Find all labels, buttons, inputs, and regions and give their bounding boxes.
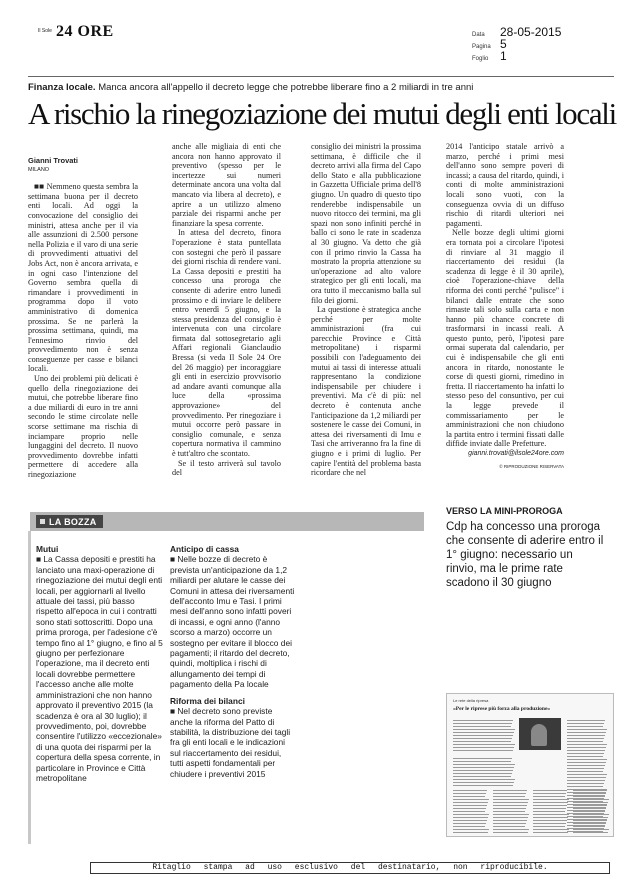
thumbnail-text-line bbox=[453, 744, 515, 745]
thumbnail-text-line bbox=[533, 826, 565, 827]
thumbnail-text-line bbox=[567, 735, 605, 736]
author: Gianni Trovati bbox=[28, 156, 79, 165]
thumbnail-text-line bbox=[493, 793, 526, 794]
thumbnail-text-line bbox=[453, 741, 511, 742]
thumbnail-text-line bbox=[567, 744, 607, 745]
thumbnail-text-line bbox=[453, 832, 488, 833]
thumbnail-text-line bbox=[453, 726, 511, 727]
thumbnail-header: Le rete della ripresa bbox=[453, 698, 489, 703]
headline: A rischio la rinegoziazione dei mutui degli enti locali bbox=[28, 96, 616, 131]
thumbnail-text-line bbox=[453, 796, 485, 797]
thumbnail-text-line bbox=[567, 747, 606, 748]
bozza-column-mutui bbox=[36, 544, 163, 783]
thumbnail-text-line bbox=[453, 732, 514, 733]
kicker-text: Manca ancora all'appello il decreto legge che potrebbe liberare fino a 2 miliardi in tre anni bbox=[95, 82, 474, 93]
thumbnail-title: «Per le riprese più forza alla produzione» bbox=[453, 706, 551, 712]
meta-date-label: Data bbox=[472, 32, 485, 38]
thumbnail-text-line bbox=[567, 774, 607, 775]
thumbnail-text-line bbox=[533, 790, 567, 791]
dateline: MILANO bbox=[28, 166, 50, 173]
bozza-side-bar bbox=[28, 531, 31, 844]
masthead bbox=[28, 14, 148, 54]
thumbnail-text-line bbox=[453, 829, 489, 830]
thumbnail-text-line bbox=[493, 832, 528, 833]
article-column-3 bbox=[311, 142, 421, 478]
thumbnail-text-line bbox=[573, 808, 606, 809]
thumbnail-text-line bbox=[573, 811, 605, 812]
thumbnail-text-line bbox=[493, 790, 527, 791]
bozza-column-anticipo bbox=[170, 544, 297, 779]
bozza-heading: Riforma dei bilanci bbox=[170, 695, 245, 706]
thumbnail-text-line bbox=[573, 826, 605, 827]
thumbnail-text-line bbox=[453, 767, 514, 768]
thumbnail-text-line bbox=[453, 764, 515, 765]
thumbnail-text-line bbox=[533, 823, 566, 824]
thumbnail-text-line bbox=[573, 799, 609, 800]
thumbnail-text-line bbox=[533, 832, 568, 833]
thumbnail-text-line bbox=[453, 790, 487, 791]
thumbnail-text-line bbox=[533, 814, 569, 815]
article-paragraph: anche alle migliaia di enti che ancora non hanno approvato il preventivo (spesso per le incertezze sui numeri determinate ancora una volta dal mancato via libera al decreto), e aprire a un utilizzo almeno parziale dei risparmi anche per finanziare la spesa corrente. bbox=[172, 142, 281, 228]
author-email: gianni.trovati@ilsole24ore.com bbox=[468, 450, 564, 457]
thumbnail-text-line bbox=[493, 817, 528, 818]
thumbnail-text-line bbox=[573, 832, 608, 833]
thumbnail-text-line bbox=[493, 808, 526, 809]
thumbnail-text-line bbox=[573, 805, 607, 806]
thumbnail-text-line bbox=[453, 826, 485, 827]
thumbnail-text-line bbox=[453, 720, 513, 721]
meta-page-value: 5 bbox=[500, 37, 507, 51]
sidebar-title: VERSO LA MINI-PROROGA bbox=[446, 506, 563, 516]
thumbnail-text-line bbox=[567, 732, 606, 733]
thumbnail-text-line bbox=[453, 735, 513, 736]
thumbnail-text-line bbox=[493, 802, 528, 803]
thumbnail-text-line bbox=[533, 796, 565, 797]
thumbnail-text-line bbox=[533, 808, 566, 809]
thumbnail-text-line bbox=[567, 720, 605, 721]
thumbnail-text-line bbox=[567, 762, 606, 763]
thumbnail-text-line bbox=[567, 777, 606, 778]
thumbnail-text-line bbox=[573, 823, 606, 824]
article-column-4 bbox=[446, 142, 564, 471]
thumbnail-text-line bbox=[453, 738, 512, 739]
meta-sheet-value: 1 bbox=[500, 49, 507, 63]
kicker bbox=[28, 82, 614, 94]
bozza-text: ■ La Cassa depositi e prestiti ha lanciato una maxi-operazione di rinegoziazione dei mutui degli enti locali, per aggiornarli al livello attuale dei tassi, più basso rispetto all'epoca in cui i contratti sono stati sottoscritti. Dopo una prima proroga, per l'adesione c'è tempo fino al 1° giugno, e fino al 5 giugno per perfezionare l'operazione, ma il decreto enti locali dovrebbe permettere l'accesso anche alle molte amministrazioni che non hanno approvato il preventivo 2015 (la scadenza è ora al 30 luglio); il provvedimento, poi, dovrebbe consentire l'utilizzo «eccezionale» di una quota dei risparmi per la copertura della spesa corrente, in particolare in Province e Città metropolitane bbox=[36, 554, 163, 783]
thumbnail-text-line bbox=[453, 814, 489, 815]
bozza-heading: Anticipo di cassa bbox=[170, 544, 239, 554]
article-paragraph: In attesa del decreto, finora l'operazione è stata puntellata con sostegni che però il passare dei giorni rischia di rendere vani. La Cassa depositi e prestiti ha concesso una proroga che consente di aderire entro lunedì prossimo e di inviare le delibere entro venerdì 5 giugno, e la stessa presidenza del consiglio è intervenuta con una circolare firmata dal sottosegretario agli Affari regionali Gianclaudio Bressa (si veda Il Sole 24 Ore del 26 maggio) per incoraggiare gli enti in esercizio provvisorio ad andare avanti comunque alla luce della «prossima approvazione» del provvedimento. Per rinegoziare i mutui occorre però passare in consiglio comunale, e senza copertura normativa il cammino è tutt'altro che scontato. bbox=[172, 228, 281, 458]
thumbnail-text-line bbox=[567, 759, 607, 760]
thumbnail-text-line bbox=[533, 799, 569, 800]
clipping-meta bbox=[472, 26, 592, 62]
thumbnail-text-line bbox=[493, 823, 526, 824]
bozza-text: ■ Nel decreto sono previste anche la riforma del Patto di stabilità, la distribuzione dei tagli fra gli enti locali e le indicazioni sul riaccertamento dei residui, tutti aspetti fondamentali per chiudere i preventivi 2015 bbox=[170, 706, 291, 779]
square-icon bbox=[40, 519, 45, 524]
thumbnail-text-line bbox=[493, 826, 525, 827]
thumbnail-text-line bbox=[493, 829, 529, 830]
bozza-label: LA BOZZA bbox=[49, 516, 97, 527]
thumbnail-text-line bbox=[453, 805, 487, 806]
thumbnail-text-line bbox=[567, 786, 603, 787]
article-paragraph: Uno dei problemi più delicati è quello della rinegoziazione dei mutui, che potrebbe liberare fino a due miliardi di euro in tre anni secondo le stime circolate nelle scorse settimane ma rischia di inciampare proprio nelle lungaggini del decreto. Il nuovo provvedimento dovrebbe infatti permettere di accedere alla rinegoziazione bbox=[28, 374, 138, 479]
thumbnail-text-line bbox=[567, 741, 603, 742]
thumbnail-text-line bbox=[453, 779, 515, 780]
bozza-band bbox=[30, 512, 424, 531]
thumbnail-text-line bbox=[567, 756, 603, 757]
thumbnail-text-line bbox=[573, 829, 609, 830]
meta-date-row bbox=[472, 26, 592, 38]
thumbnail-text-line bbox=[453, 773, 512, 774]
thumbnail-text-line bbox=[453, 808, 486, 809]
thumbnail-text-line bbox=[567, 723, 604, 724]
footer-notice: Ritaglio stampa ad uso esclusivo del destinatario, non riproducibile. bbox=[152, 863, 548, 872]
thumbnail-text-line bbox=[567, 726, 603, 727]
thumbnail-text-line bbox=[493, 814, 529, 815]
article-paragraph: consiglio dei ministri la prossima settimana, è difficile che il decreto arrivi alla firma del Capo dello Stato e alla pubblicazione in Gazzetta Ufficiale prima dell'8 giugno. Un quadro di questo tipo renderebbe indispensabile un nuovo ritocco dei termini, ma gli spazi non sono infiniti perché in ballo ci sono le rate in scadenza al 30 giugno. Va detto che già con il primo rinvio la Cassa ha mostrato la propria attenzione su un'operazione ad alto valore strategico per gli enti locali, ma ora tutto il meccanismo balla sul filo dei giorni. bbox=[311, 142, 421, 305]
thumbnail-text-line bbox=[493, 811, 525, 812]
header-divider bbox=[28, 76, 614, 77]
thumbnail-text-line bbox=[453, 785, 513, 786]
meta-date-value: 28-05-2015 bbox=[500, 25, 562, 39]
thumbnail-text-line bbox=[573, 793, 606, 794]
sidebar-text: Cdp ha concesso una proroga che consente di aderire entro il 1° giugno: necessario un rinvio, ma le prime rate scadono il 30 giugno bbox=[446, 521, 604, 589]
thumbnail-text-line bbox=[533, 811, 565, 812]
kicker-section: Finanza locale. bbox=[28, 82, 96, 93]
thumbnail-text-line bbox=[453, 776, 511, 777]
thumbnail-text-line bbox=[453, 820, 487, 821]
thumbnail-text-line bbox=[453, 811, 485, 812]
thumbnail-text-line bbox=[567, 750, 605, 751]
page-thumbnail bbox=[446, 693, 614, 837]
thumbnail-text-line bbox=[567, 765, 605, 766]
thumbnail-text-line bbox=[533, 829, 569, 830]
thumbnail-text-line bbox=[533, 802, 568, 803]
thumbnail-text-line bbox=[533, 805, 567, 806]
thumbnail-text-line bbox=[453, 817, 488, 818]
thumbnail-text-line bbox=[567, 738, 604, 739]
thumbnail-text-line bbox=[567, 780, 605, 781]
thumbnail-text-line bbox=[533, 817, 568, 818]
copyright-notice: © RIPRODUZIONE RISERVATA bbox=[499, 463, 564, 469]
thumbnail-text-line bbox=[453, 770, 513, 771]
thumbnail-photo bbox=[519, 718, 561, 750]
article-paragraph: 2014 l'anticipo statale arrivò a marzo, perché i primi mesi dell'anno sono sempre poveri di incassi; a causa del ritardo, quindi, i conti di molte amministrazioni locali sono vuoti, con la conseguenza ovvia di un diffuso rischio di ritardi ulteriori nei pagamenti. bbox=[446, 142, 564, 228]
thumbnail-text-line bbox=[573, 814, 609, 815]
thumbnail-text-line bbox=[573, 790, 607, 791]
masthead-prefix: Il Sole bbox=[38, 28, 52, 34]
article-paragraph: La questione è strategica anche perché per molte amministrazioni (fra cui parecchie Province e Città metropolitane) i risparmi possibili con l'adeguamento dei mutui ai tassi di interesse attuali rappresentano la condizione indispensabile per chiudere i preventivi. Ma c'è di più: nel decreto è contenuta anche l'anticipazione da 1,2 miliardi per sostenere le casse dei Comuni, in attesa dei riversamenti di Imu e Tasi che arriveranno fra la fine di giugno e i primi di luglio. Per capire l'entità del problema basta ricordare che nel bbox=[311, 305, 421, 478]
bozza-box bbox=[28, 512, 422, 844]
thumbnail-text-line bbox=[573, 802, 608, 803]
meta-page-row bbox=[472, 38, 592, 50]
article-column-2 bbox=[172, 142, 281, 478]
article-paragraph: ■■ Nemmeno questa sembra la settimana buona per il decreto enti locali. Ad oggi la convocazione del consiglio dei ministri, attesa anche per il via alle assunzioni di 2.500 persone nella Polizia e il varo di una serie di provvedimenti attuativi del Jobs Act, non è ancora arrivata, e in ogni caso l'intenzione del Governo sembra quella di rimandare i provvedimenti in programma dopo il voto amministrativo di domenica prossima. Se ne parlerà la prossima settimana, quindi, ma l'ennesimo rinvio del provvedimento non è senza conseguenze per casse e bilanci locali. bbox=[28, 182, 138, 374]
thumbnail-text-line bbox=[573, 820, 607, 821]
meta-sheet-label: Foglio bbox=[472, 56, 489, 62]
thumbnail-text-line bbox=[493, 796, 525, 797]
thumbnail-text-line bbox=[573, 796, 605, 797]
article-paragraph: Nelle bozze degli ultimi giorni era tornata poi a circolare l'ipotesi di rinviare al 31 maggio il riaccertamento dei residui (la scadenza di legge è il 30 aprile), cioè l'operazione-chiave della riforma dei conti perché "pulisce" i bilanci dalle entrate che sono rimaste tali solo sulla carta e non hanno più chance concrete di trasformarsi in incassi reali. A questo punto, però, l'ipotesi pare ormai superata dal calendario, per cui è indispensabile che gli enti ancora in ritardo, nonostante le corse di questi giorni, rimedino in fretta. Il riaccertamento ha infatti lo stesso peso del consuntivo, per cui la legge prevede il commissariamento per le amministrazioni che non chiudono la partita entro i termini fissati dalle diffide inviate dalle Prefetture. bbox=[446, 228, 564, 449]
thumbnail-text-line bbox=[453, 723, 512, 724]
thumbnail-text-line bbox=[567, 771, 603, 772]
thumbnail-text-line bbox=[493, 820, 527, 821]
thumbnail-text-line bbox=[493, 799, 529, 800]
masthead-logo: 24 ORE bbox=[56, 23, 114, 40]
thumbnail-text-line bbox=[533, 820, 567, 821]
thumbnail-text-line bbox=[453, 750, 513, 751]
thumbnail-text-line bbox=[533, 793, 566, 794]
thumbnail-text-line bbox=[453, 823, 486, 824]
thumbnail-text-line bbox=[567, 768, 604, 769]
thumbnail-text-line bbox=[493, 805, 527, 806]
meta-page-label: Pagina bbox=[472, 44, 491, 50]
thumbnail-text-line bbox=[453, 729, 515, 730]
thumbnail-text-line bbox=[573, 817, 608, 818]
thumbnail-text-line bbox=[453, 793, 486, 794]
bozza-heading: Mutui bbox=[36, 544, 59, 554]
bozza-label-tag bbox=[36, 515, 103, 528]
thumbnail-text-line bbox=[453, 782, 514, 783]
thumbnail-text-line bbox=[453, 747, 514, 748]
meta-sheet-row bbox=[472, 50, 592, 62]
thumbnail-text-line bbox=[567, 753, 604, 754]
thumbnail-text-line bbox=[453, 758, 512, 759]
bozza-text: ■ Nelle bozze di decreto è prevista un'anticipazione da 1,2 miliardi per alutare le casse dei Comuni in attesa dei riversamenti dell'acconto Imu e Tasi. I primi mesi dell'anno sono infatti poveri di incassi, e ogni anno (l'anno scorso a marzo) occorre un sostegno per evitare il blocco dei pagamenti; il ritardo del decreto, quindi, moltiplica i rischi di allungamento dei tempi di pagamento della Pa locale bbox=[170, 554, 295, 690]
thumbnail-text-line bbox=[567, 783, 604, 784]
thumbnail-text-line bbox=[453, 761, 511, 762]
thumbnail-text-line bbox=[453, 802, 488, 803]
thumbnail-text-line bbox=[453, 799, 489, 800]
article-column-1 bbox=[28, 142, 138, 480]
thumbnail-text-line bbox=[567, 729, 607, 730]
article-paragraph: Se il testo arriverà sul tavolo del bbox=[172, 458, 281, 478]
